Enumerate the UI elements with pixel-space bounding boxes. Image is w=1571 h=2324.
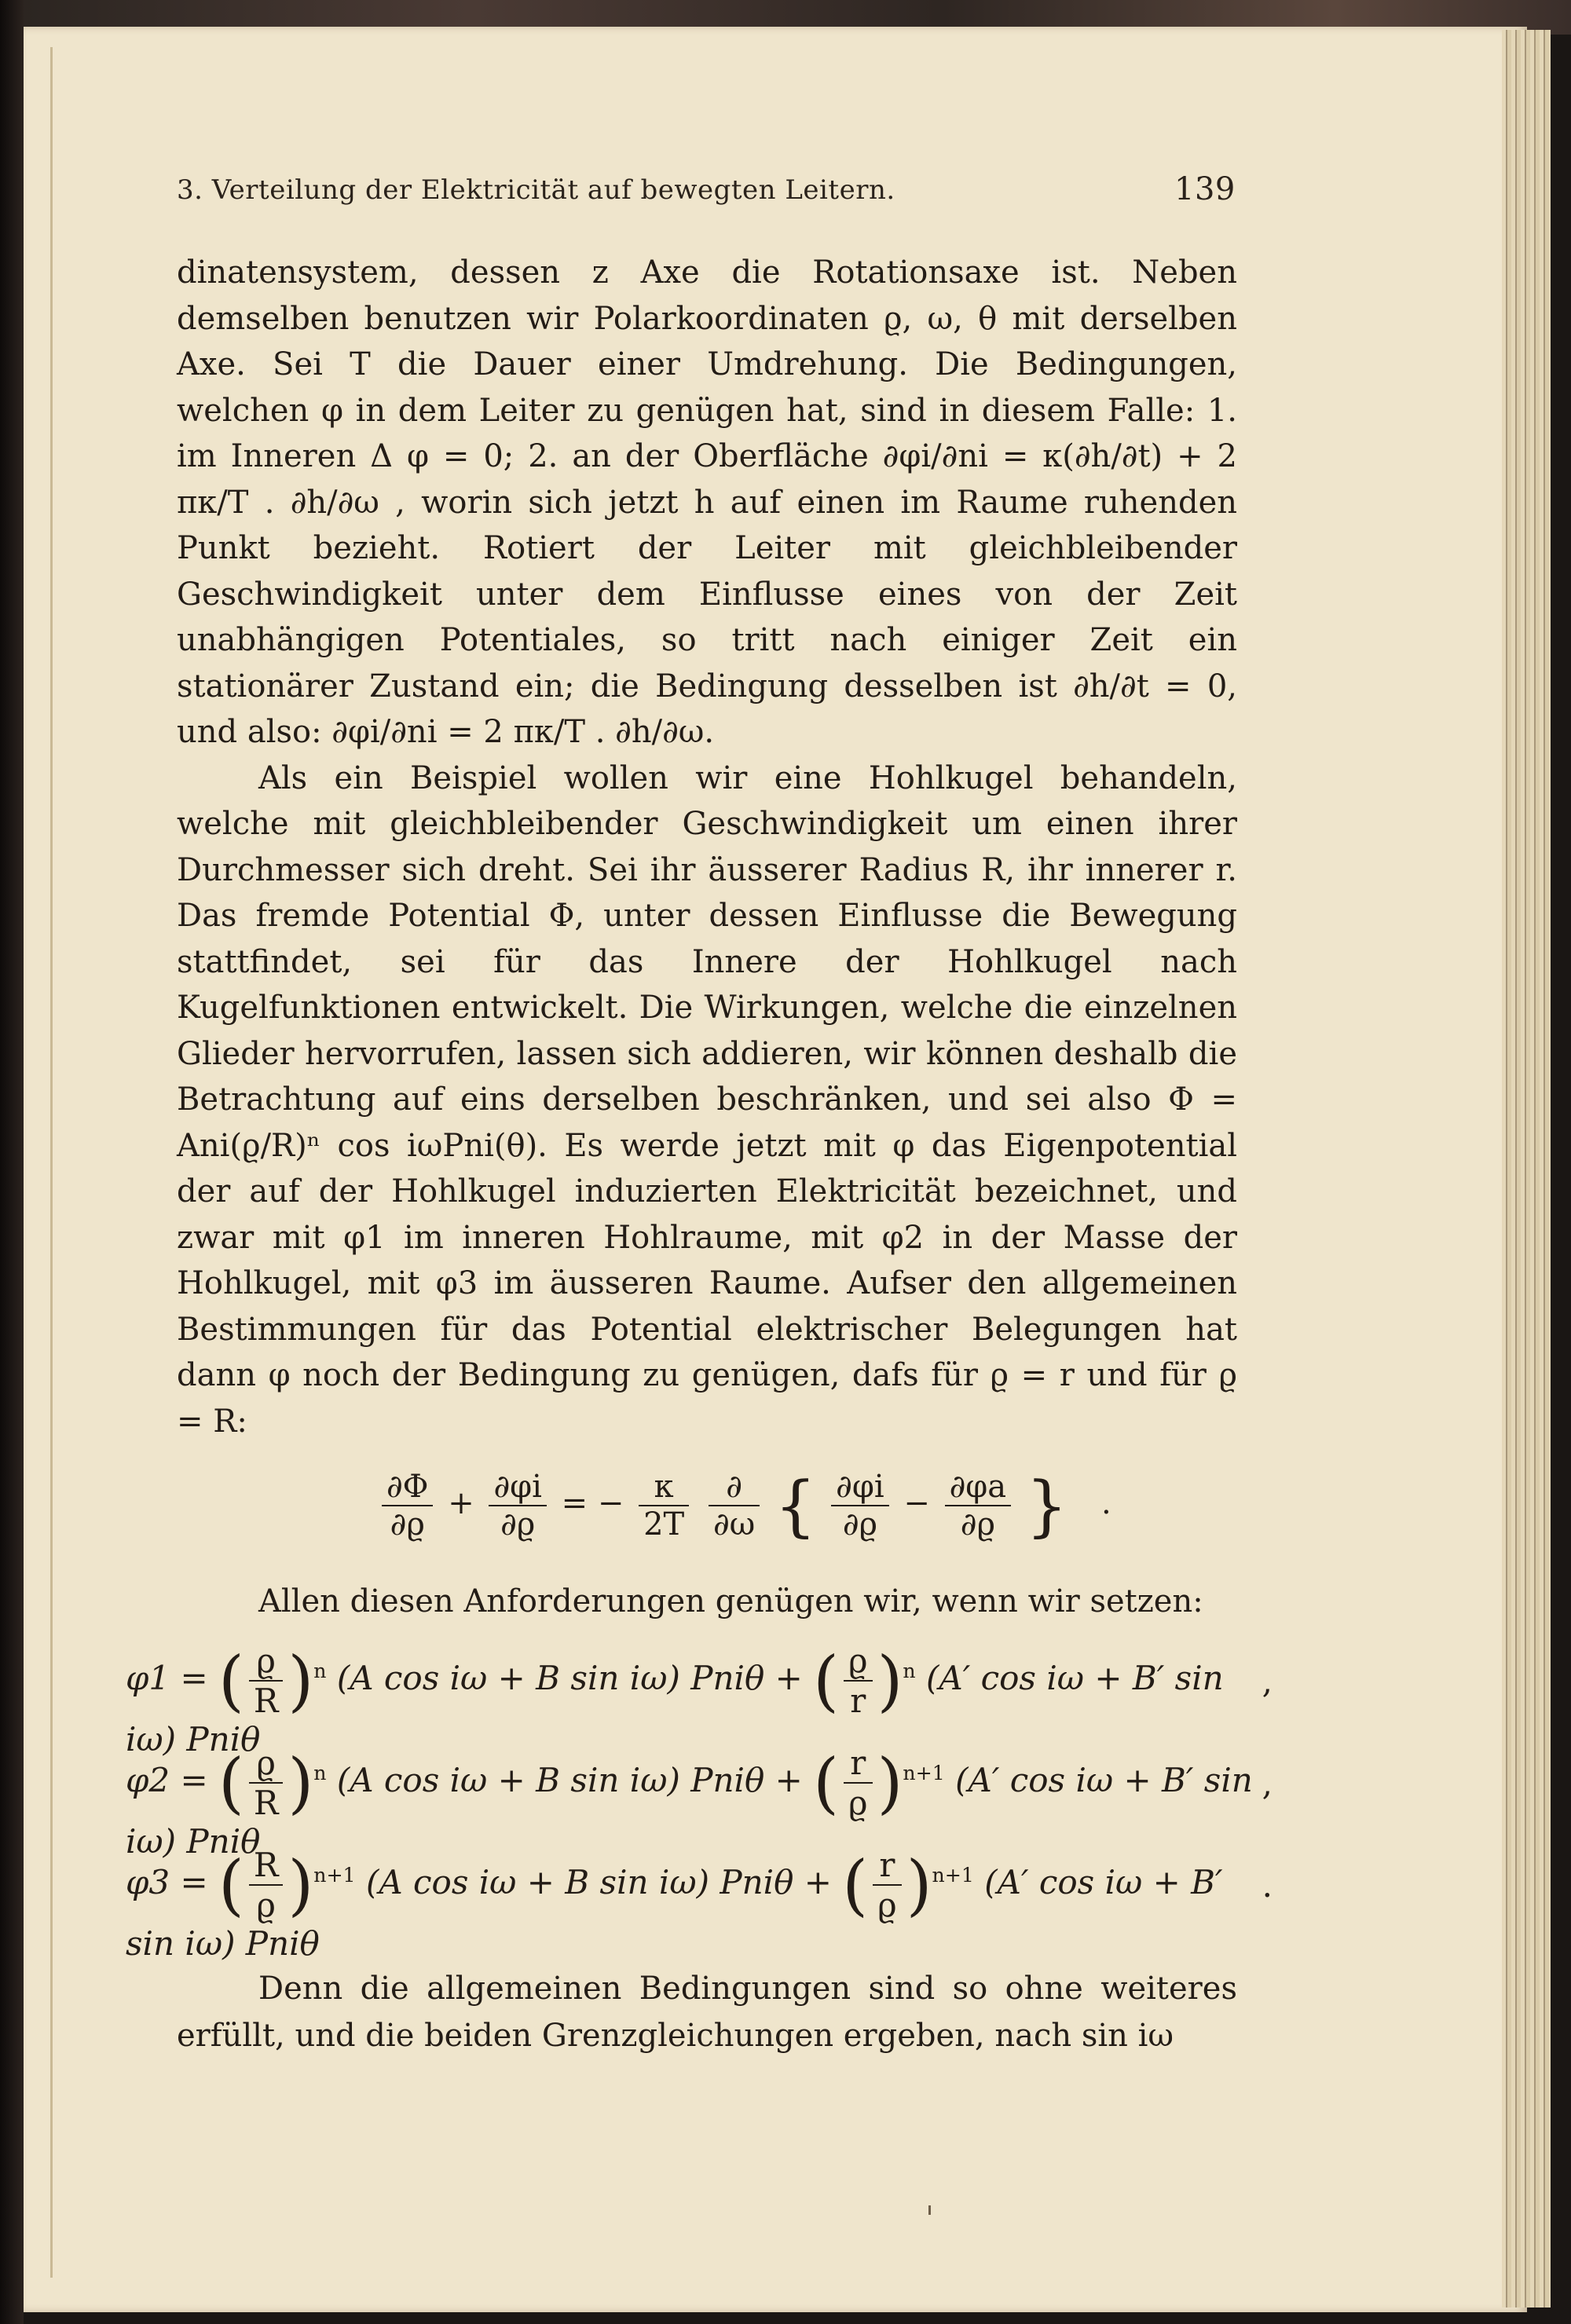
fraction-dphii-drho-2: $\frac{\partial\varphi i}{\partial ϱ}$ xyxy=(831,1469,888,1543)
boundary-equation: $\frac{\partial\Phi}{\partial ϱ}$ + $\frac{\partial\varphi i}{\partial ϱ}$ = − $\frac{\kappa}{2T}$ $\frac{\partial}{\partial\omega}$ { $\frac{\partial\varphi i}{\partial ϱ}$ − $\frac{\partial\varphi a}{\partial ϱ}$ } . xyxy=(377,1467,1241,1546)
book-binding xyxy=(0,0,24,2324)
fraction-kappa-2t: $\frac{\kappa}{2T}$ xyxy=(639,1469,689,1543)
final-paragraph: Denn die allgemeinen Bedingungen sind so ohne weiteres erfüllt, und die beiden Grenzgleichungen ergeben, nach sin iω xyxy=(177,1971,1237,2054)
paragraph-2: Als ein Beispiel wollen wir eine Hohlkugel behandeln, welche mit gleichbleibender Geschwindigkeit um einen ihrer Durchmesser sich dreht. Sei ihr äusserer Radius R, ihr innerer r. Das fremde Potential Φ, unter dessen Einflusse die Bewegung stattfindet, sei für das Innere der Hohlkugel nach Kugelfunktionen entwickelt. Die Wirkungen, welche die einzelnen Glieder hervorrufen, lassen sich addieren, wir können deshalb die Betrachtung auf eins derselben beschränken, und sei also Φ = Ani(ϱ/R)ⁿ cos iωPni(θ). Es werde jetzt mit φ das Eigenpotential der auf der Hohlkugel induzierten Elektricität bezeichnet, und zwar mit φ1 im inneren Hohlraume, mit φ2 in der Masse der Hohlkugel, mit φ3 im äusseren Raume. Aufser den allgemeinen Bestimmungen für das Potential elektrischer Belegungen hat dann φ noch der Bedingung zu genügen, dafs für ϱ = r und für ϱ = R: xyxy=(177,759,1237,1440)
fraction-dphi-drho: $\frac{\partial\Phi}{\partial ϱ}$ xyxy=(382,1469,433,1543)
continuation-text: Allen diesen Anforderungen genügen wir, wenn wir setzen: xyxy=(258,1583,1203,1619)
fraction-d-domega: $\frac{\partial}{\partial\omega}$ xyxy=(709,1469,760,1543)
gutter-line xyxy=(50,47,53,2278)
paragraph-1: dinatensystem, dessen z Axe die Rotationsaxe ist. Neben demselben benutzen wir Polarkoordinaten ϱ, ω, θ mit derselben Axe. Sei T die Dauer einer Umdrehung. Die Bedingungen, welchen φ in dem Leiter zu genügen hat, sind in diesem Falle: 1. im Inneren Δ φ = 0; 2. an der Oberfläche ∂φi/∂ni = κ(∂h/∂t) + 2 πκ/T . ∂h/∂ω , worin sich jetzt h auf einen im Raume ruhenden Punkt bezieht. Rotiert der Leiter mit gleichbleibender Geschwindigkeit unter dem Einflusse eines von der Zeit unabhängigen Potentiales, so tritt nach einiger Zeit ein stationärer Zustand ein; die Bedingung desselben ist ∂h/∂t = 0, und also: ∂φi/∂ni = 2 πκ/T . ∂h/∂ω. xyxy=(177,254,1237,750)
page-number: 139 xyxy=(1174,171,1236,207)
equation-phi2: φ2 = ( $\frac{ϱ}{R}$ )$^n$ (A cos iω + B sin iω) Pniθ + ( $\frac{r}{ϱ}$ )$^{n+1}$ (A′ cos iω + B′ sin iω) Pniθ , xyxy=(126,1744,1273,1861)
fraction-dphii-drho: $\frac{\partial\varphi i}{\partial ϱ}$ xyxy=(489,1469,546,1543)
equation-phi3: φ3 = ( $\frac{R}{ϱ}$ )$^{n+1}$ (A cos iω + B sin iω) Pniθ + ( $\frac{r}{ϱ}$ )$^{n+1}$ (A′ cos iω + B′ sin iω) Pniθ . xyxy=(126,1846,1273,1963)
brace-open: { xyxy=(775,1467,817,1544)
fraction-dphia-drho: $\frac{\partial\varphi a}{\partial ϱ}$ xyxy=(945,1469,1012,1543)
brace-close: } xyxy=(1025,1467,1068,1544)
body-text xyxy=(177,250,1237,1444)
page-stack-edge xyxy=(1502,30,1551,2308)
paper-speck xyxy=(928,2205,931,2215)
section-title: 3. Verteilung der Elektricität auf bewegten Leitern. xyxy=(177,174,895,206)
equation-phi1: φ1 = ( $\frac{ϱ}{R}$ )$^n$ (A cos iω + B sin iω) Pniθ + ( $\frac{ϱ}{r}$ )$^n$ (A′ cos iω + B′ sin iω) Pniθ , xyxy=(126,1641,1273,1759)
